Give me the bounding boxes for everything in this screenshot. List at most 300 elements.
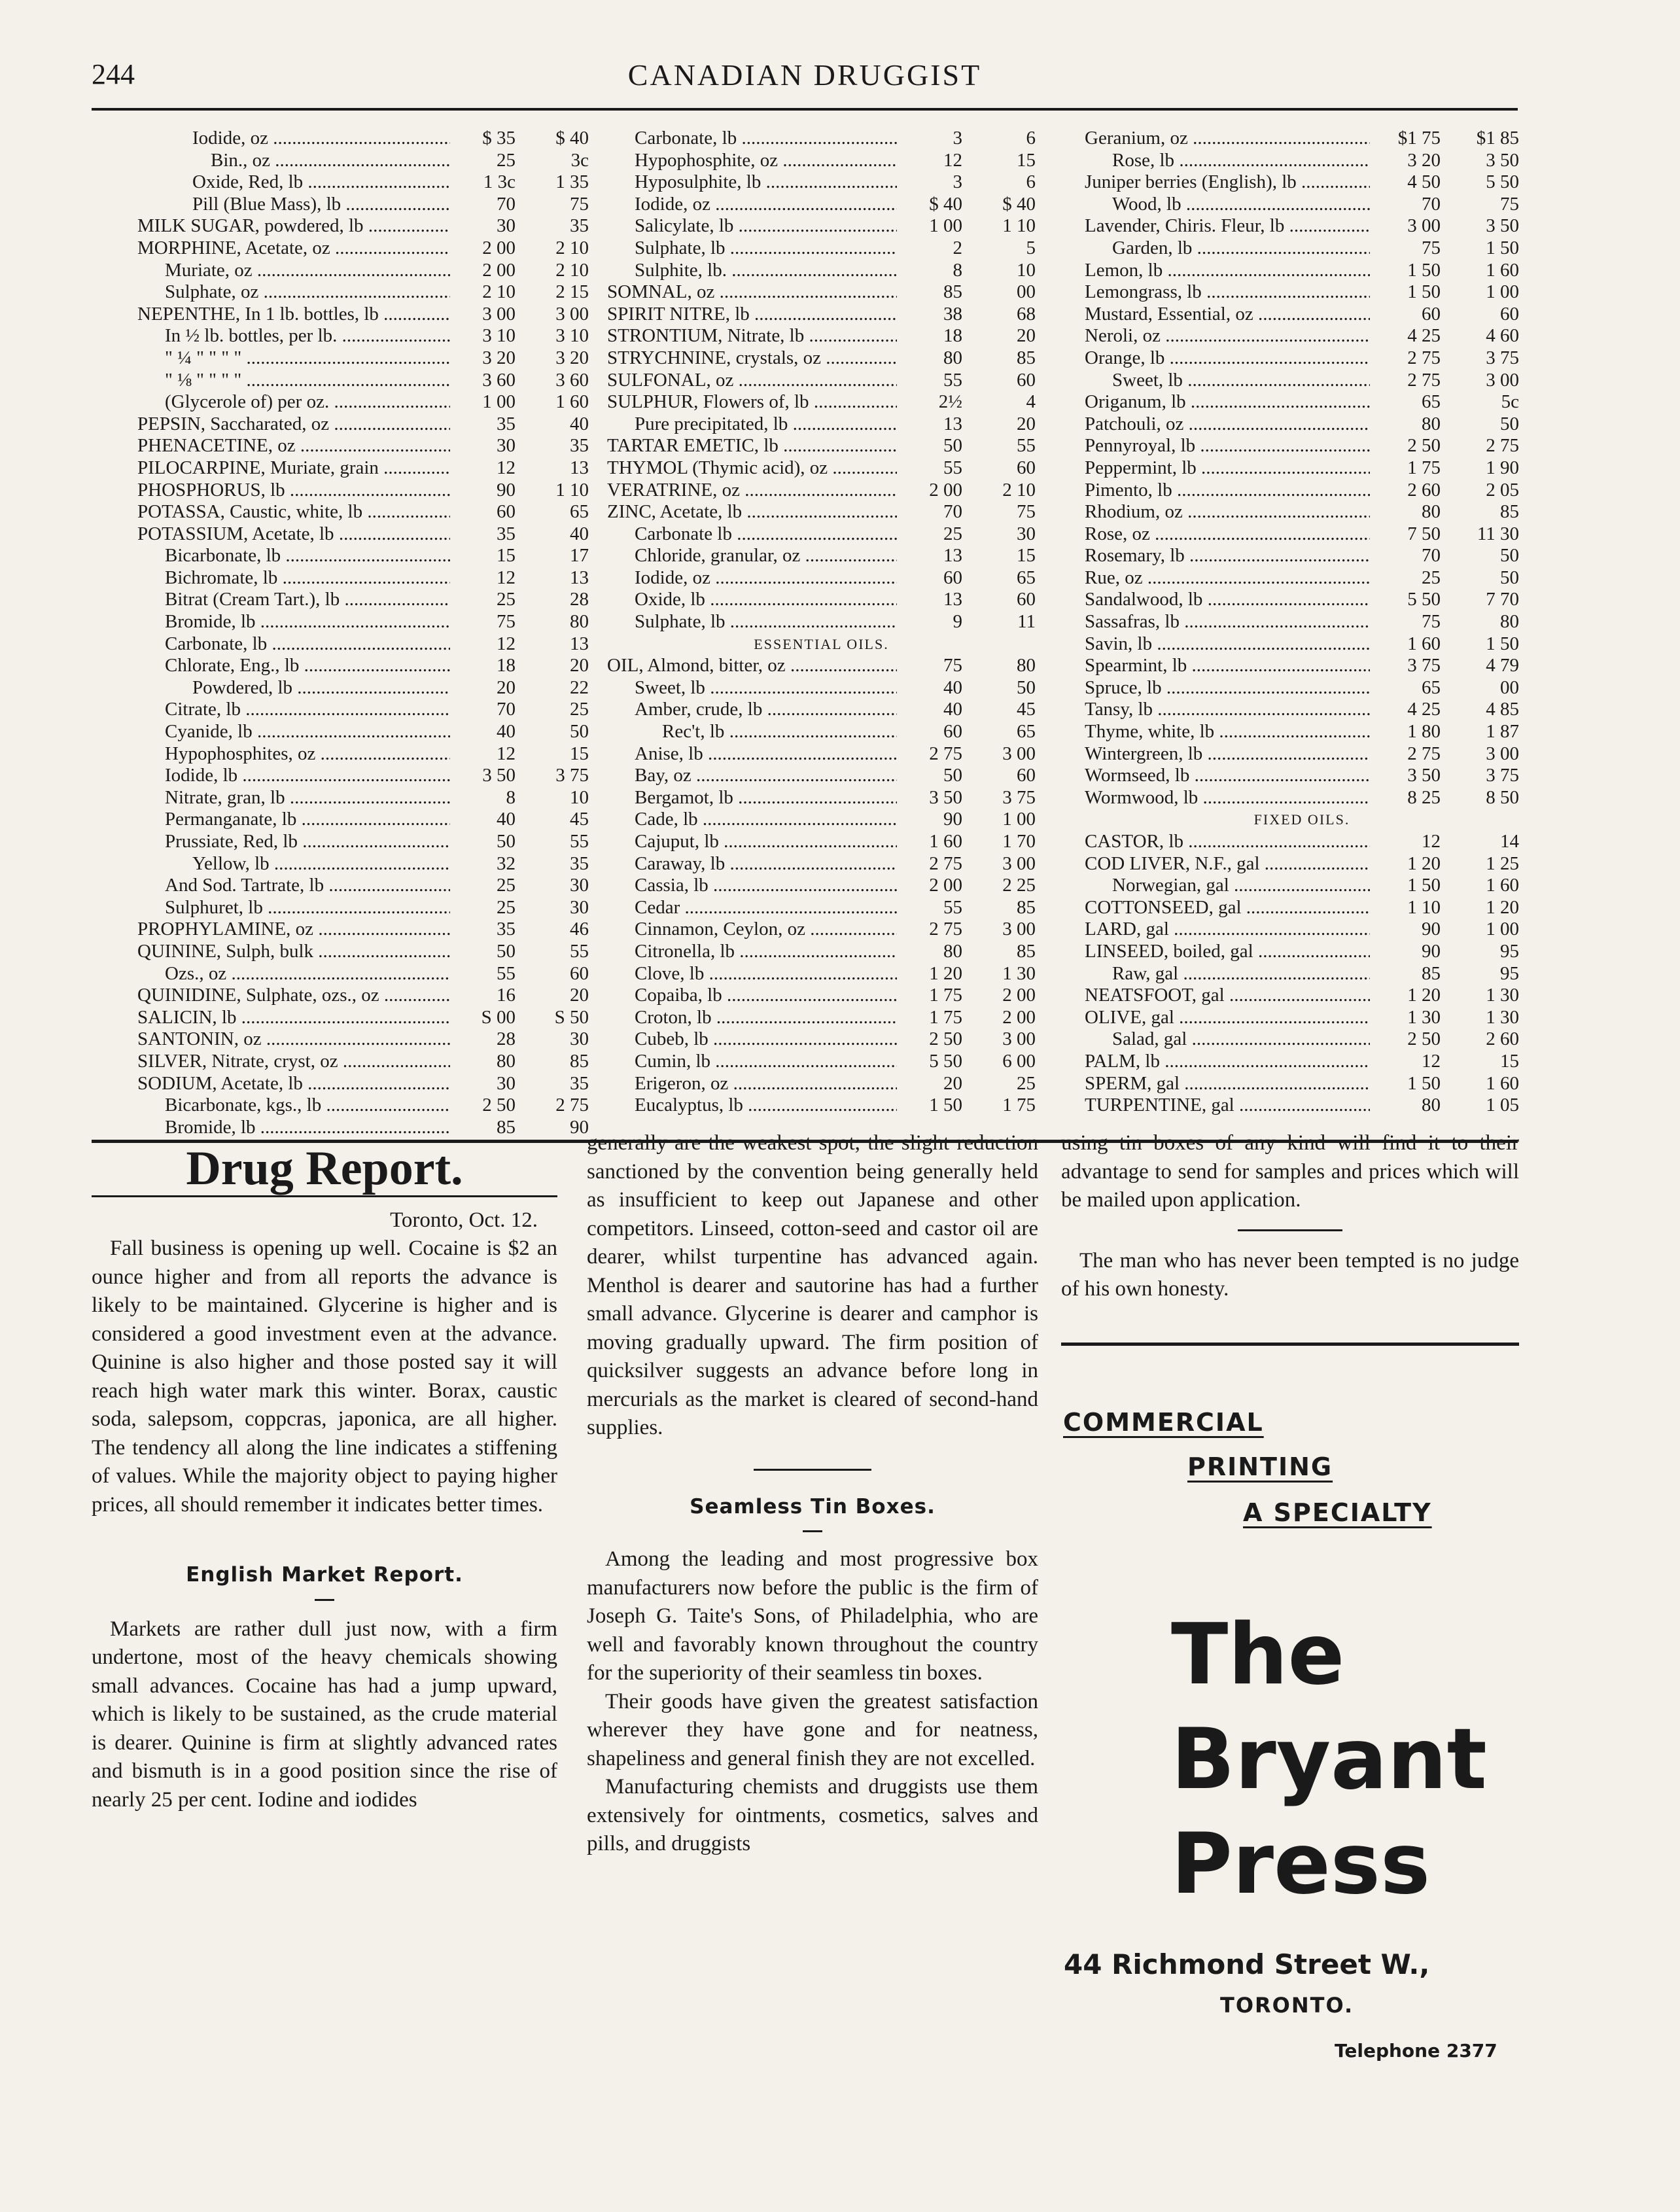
price-row [137, 391, 589, 413]
price-high: 95 [1500, 962, 1519, 984]
price-high: 60 [1017, 457, 1036, 478]
price-low: 1 10 [1407, 896, 1441, 918]
price-row [1085, 215, 1519, 237]
price-low: 30 [497, 215, 516, 237]
item-name: Erigeron, oz ..... [607, 1073, 897, 1095]
price-high: 40 [570, 413, 589, 434]
price-high: 1 00 [1002, 809, 1036, 830]
price-row [607, 721, 1036, 743]
price-high: 22 [570, 676, 589, 698]
price-row [1085, 347, 1519, 370]
price-row [607, 237, 1036, 260]
item-name: CASTOR, lb ..... [1085, 831, 1370, 853]
price-high: 3 10 [555, 325, 589, 347]
item-name: Juniper berries (English), lb ..... [1085, 171, 1370, 194]
price-high: 2 75 [1486, 435, 1519, 457]
price-high: 50 [1500, 567, 1519, 588]
tin-boxes-paragraph: Among the leading and most progressive box manufacturers now before the public is the firm of Joseph G. Taite's Sons, of Philadelphia, who are well and favorably known throughout the country for the superiority of their seamless tin boxes. [587, 1547, 1038, 1685]
item-name: SULPHUR, Flowers of, lb ..... [607, 391, 897, 413]
price-high: 1 60 [1486, 259, 1519, 281]
price-row [137, 260, 589, 282]
price-row [137, 237, 589, 260]
price-high: 7 70 [1486, 589, 1519, 610]
item-name: Garden, lb ..... [1085, 237, 1370, 260]
price-high: 20 [1017, 325, 1036, 347]
price-high: 90 [570, 1116, 589, 1138]
price-low: 2 75 [1407, 369, 1441, 391]
price-high: 95 [1500, 940, 1519, 962]
price-row [1085, 985, 1519, 1007]
price-low: 12 [497, 743, 516, 764]
price-low: 9 [953, 611, 962, 633]
price-high: 15 [1017, 149, 1036, 171]
price-low: 80 [1422, 501, 1441, 523]
price-column-1 [137, 128, 589, 1138]
item-name: Bichromate, lb ..... [137, 567, 450, 589]
price-high: 46 [570, 919, 589, 940]
item-name: " ¼ " " " " ..... [137, 347, 450, 370]
item-name: Neroli, oz ..... [1085, 325, 1370, 347]
price-row [1085, 831, 1519, 853]
price-low: 25 [497, 896, 516, 918]
price-low: 80 [1422, 413, 1441, 434]
item-name: COD LIVER, N.F., gal ..... [1085, 853, 1370, 875]
item-name: QUINIDINE, Sulphate, ozs., oz ..... [137, 985, 450, 1007]
price-high: 35 [570, 215, 589, 237]
dash-rule [803, 1530, 822, 1532]
price-low: 2 00 [929, 479, 962, 500]
item-name: Cyanide, lb ..... [137, 721, 450, 743]
item-name: Iodide, oz ..... [607, 194, 897, 216]
price-row [137, 370, 589, 392]
price-low: 85 [497, 1116, 516, 1138]
price-low: 75 [943, 655, 962, 676]
price-row [137, 721, 589, 743]
price-high: 2 60 [1486, 1028, 1519, 1050]
item-name: Sulphate, oz ..... [137, 281, 450, 304]
price-row [1085, 677, 1519, 699]
price-low: 1 60 [1407, 633, 1441, 654]
price-row [607, 655, 1036, 677]
price-row [607, 545, 1036, 567]
price-low: 55 [943, 457, 962, 478]
price-row [607, 347, 1036, 370]
item-name: Orange, lb ..... [1085, 347, 1370, 370]
price-low: 1 3c [483, 171, 516, 193]
price-low: 32 [497, 852, 516, 874]
english-report-title: English Market Report. [186, 1563, 463, 1587]
divider-rule [754, 1469, 871, 1471]
price-high: 14 [1500, 831, 1519, 852]
price-low: 1 20 [1407, 985, 1441, 1006]
price-low: 8 [953, 259, 962, 281]
price-column-3 [1085, 128, 1519, 1117]
item-name: SOMNAL, oz ..... [607, 281, 897, 304]
item-name: Chlorate, Eng., lb ..... [137, 655, 450, 677]
price-low: 65 [1422, 391, 1441, 413]
price-low: 2 50 [482, 1095, 516, 1116]
item-name: Citrate, lb ..... [137, 699, 450, 721]
price-low: 40 [943, 676, 962, 698]
price-row [1085, 787, 1519, 809]
price-low: 12 [497, 567, 516, 588]
price-row [1085, 237, 1519, 260]
price-low: $1 75 [1397, 128, 1441, 149]
price-low: 3 [953, 171, 962, 193]
price-high: 40 [570, 523, 589, 544]
price-row [1085, 435, 1519, 457]
price-high: 85 [1017, 940, 1036, 962]
item-name: SANTONIN, oz ..... [137, 1028, 450, 1051]
price-high: 20 [570, 655, 589, 676]
item-name: Copaiba, lb ..... [607, 985, 897, 1007]
price-low: 60 [943, 721, 962, 743]
price-low: 1 20 [929, 962, 962, 984]
price-high: 3 00 [555, 303, 589, 325]
item-name: POTASSIUM, Acetate, lb ..... [137, 523, 450, 546]
price-high: 35 [570, 852, 589, 874]
price-row [607, 787, 1036, 809]
price-low: 70 [1422, 545, 1441, 567]
header-rule [92, 108, 1518, 111]
price-low: 80 [497, 1050, 516, 1072]
price-row [607, 567, 1036, 589]
price-low: 1 50 [929, 1095, 962, 1116]
price-high: 1 10 [555, 479, 589, 500]
price-row [607, 260, 1036, 282]
price-row [1085, 545, 1519, 567]
price-high: 1 87 [1486, 721, 1519, 743]
item-name: MORPHINE, Acetate, oz ..... [137, 237, 450, 260]
price-row [1085, 501, 1519, 523]
price-low: $ 35 [482, 128, 516, 149]
price-row [1085, 853, 1519, 875]
item-name: LINSEED, boiled, gal ..... [1085, 941, 1370, 963]
price-row [1085, 1095, 1519, 1117]
price-high: 17 [570, 545, 589, 567]
item-name: Rue, oz ..... [1085, 567, 1370, 589]
item-name: Iodide, oz ..... [607, 567, 897, 589]
price-low: 1 00 [482, 391, 516, 413]
item-name: Hyposulphite, lb ..... [607, 171, 897, 194]
price-high: 2 10 [555, 259, 589, 281]
price-low: 8 [506, 786, 516, 808]
price-row [1085, 941, 1519, 963]
item-name: Peppermint, lb ..... [1085, 457, 1370, 480]
price-low: 3 50 [1407, 765, 1441, 786]
price-row [137, 985, 589, 1007]
price-row [607, 589, 1036, 611]
price-low: 38 [943, 303, 962, 325]
price-row [1085, 260, 1519, 282]
price-high: 2 10 [555, 237, 589, 258]
price-high: 6 [1026, 128, 1036, 149]
price-high: 13 [570, 633, 589, 654]
price-row [607, 765, 1036, 787]
price-low: 35 [497, 413, 516, 434]
page-header [92, 58, 1518, 103]
price-row [607, 1095, 1036, 1117]
item-name: Yellow, lb ..... [137, 853, 450, 875]
price-low: 20 [497, 676, 516, 698]
english-report-paragraph: Markets are rather dull just now, with a firm undertone, most of the heavy chemicals showing small advances. Cocaine has had a jump upward, which is likely to be sustained, as the crude material is dearer. Quinine is firm at slightly advanced rates and bismuth is in a good position since the rise of nearly 25 per cent. Iodine and iodides [92, 1617, 557, 1812]
item-name: Geranium, oz ..... [1085, 128, 1370, 150]
item-name: Lemon, lb ..... [1085, 260, 1370, 282]
item-name: TARTAR EMETIC, lb ..... [607, 435, 897, 457]
price-high: $ 40 [555, 128, 589, 149]
price-high: 3 50 [1486, 149, 1519, 171]
item-name: Oxide, Red, lb ..... [137, 171, 450, 194]
item-name: And Sod. Tartrate, lb ..... [137, 875, 450, 897]
item-name: Prussiate, Red, lb ..... [137, 831, 450, 853]
price-high: 35 [570, 435, 589, 457]
item-name: Patchouli, oz ..... [1085, 413, 1370, 436]
price-low: 4 25 [1407, 325, 1441, 347]
item-name: Cade, lb ..... [607, 809, 897, 831]
price-low: 18 [497, 655, 516, 676]
item-name: Salad, gal ..... [1085, 1028, 1370, 1051]
item-name: PHENACETINE, oz ..... [137, 435, 450, 457]
price-low: 80 [943, 940, 962, 962]
price-low: 30 [497, 1072, 516, 1094]
price-row [607, 370, 1036, 392]
item-name: Raw, gal ..... [1085, 963, 1370, 985]
item-name: Rosemary, lb ..... [1085, 545, 1370, 567]
price-high: 60 [1017, 765, 1036, 786]
price-row [607, 611, 1036, 633]
price-high: 25 [570, 699, 589, 720]
price-low: 70 [497, 193, 516, 215]
price-high: 60 [1017, 369, 1036, 391]
item-name: Bay, oz ..... [607, 765, 897, 787]
price-row [607, 809, 1036, 831]
item-name: Sulphite, lb. ..... [607, 260, 897, 282]
price-low: 28 [497, 1028, 516, 1050]
price-row [137, 633, 589, 656]
price-low: 2 00 [482, 237, 516, 258]
price-row [1085, 699, 1519, 721]
price-high: 1 20 [1486, 896, 1519, 918]
price-row [607, 150, 1036, 172]
right-column [1061, 1129, 1519, 1304]
price-low: 2½ [938, 391, 962, 413]
price-row [137, 831, 589, 853]
item-name: LARD, gal ..... [1085, 919, 1370, 941]
tin-boxes-title: Seamless Tin Boxes. [690, 1494, 936, 1519]
price-row [607, 919, 1036, 941]
price-low: 55 [943, 896, 962, 918]
item-name: Cumin, lb ..... [607, 1051, 897, 1073]
price-row [607, 1051, 1036, 1073]
price-low: 25 [1422, 567, 1441, 588]
item-name: (Glycerole of) per oz. ..... [137, 391, 450, 413]
price-low: 2 [953, 237, 962, 258]
price-low: 50 [943, 765, 962, 786]
price-row [607, 480, 1036, 502]
price-high: 50 [1017, 676, 1036, 698]
price-low: 12 [943, 149, 962, 171]
price-row [607, 304, 1036, 326]
price-low: 5 50 [929, 1050, 962, 1072]
price-high: 85 [1500, 501, 1519, 523]
price-row [607, 281, 1036, 304]
price-high: 2 00 [1002, 1006, 1036, 1028]
drug-report-paragraph: Fall business is opening up well. Cocaine is $2 an ounce higher and from all reports the advance is likely to be maintained. Glycerine is higher and is considered a good investment even at the advance. Quinine is also higher and those posted say it will reach high water mark this winter. Borax, caustic soda, salepsom, coppcras, japonica, are all higher. The tendency all along the line indicates a stiffening of values. While the majority object to paying higher prices, all should remember it indicates better times. [92, 1237, 557, 1517]
item-name: Chloride, granular, oz ..... [607, 545, 897, 567]
item-name: Nitrate, gran, lb ..... [137, 787, 450, 809]
item-name: SPIRIT NITRE, lb ..... [607, 304, 897, 326]
price-row [607, 215, 1036, 237]
price-low: 35 [497, 523, 516, 544]
price-high: 1 30 [1486, 985, 1519, 1006]
price-row [137, 435, 589, 457]
item-name: STRONTIUM, Nitrate, lb ..... [607, 325, 897, 347]
price-low: 2 50 [1407, 435, 1441, 457]
price-row [1085, 391, 1519, 413]
price-row [607, 128, 1036, 150]
price-high: 3 60 [555, 369, 589, 391]
item-name: Amber, crude, lb ..... [607, 699, 897, 721]
price-low: 1 50 [1407, 281, 1441, 303]
item-name: Bergamot, lb ..... [607, 787, 897, 809]
price-high: 3 75 [1486, 347, 1519, 368]
price-high: 6 00 [1002, 1050, 1036, 1072]
item-name: Iodide, lb ..... [137, 765, 450, 787]
price-low: 12 [1422, 1050, 1441, 1072]
price-high: 60 [1500, 303, 1519, 325]
ad-line-specialty: A SPECIALTY [1243, 1498, 1432, 1527]
price-low: $ 40 [929, 193, 962, 215]
price-low: 40 [943, 699, 962, 720]
item-name: Anise, lb ..... [607, 743, 897, 765]
price-high: 5c [1501, 391, 1519, 413]
item-name: Iodide, oz ..... [137, 128, 450, 150]
price-low: 15 [497, 545, 516, 567]
dateline: Toronto, Oct. 12. [390, 1208, 538, 1232]
price-low: 2 50 [929, 1028, 962, 1050]
price-high: 3c [570, 149, 589, 171]
price-high: 3 75 [555, 765, 589, 786]
item-name: SILVER, Nitrate, cryst, oz ..... [137, 1051, 450, 1073]
divider-rule [1238, 1229, 1342, 1231]
price-high: 1 60 [555, 391, 589, 413]
price-high: 50 [570, 721, 589, 743]
price-row [607, 501, 1036, 523]
price-row [1085, 413, 1519, 436]
price-low: 55 [943, 369, 962, 391]
item-name: Savin, lb ..... [1085, 633, 1370, 656]
price-high: 1 30 [1002, 962, 1036, 984]
item-name: SPERM, gal ..... [1085, 1073, 1370, 1095]
item-name: Pennyroyal, lb ..... [1085, 435, 1370, 457]
price-row [137, 1095, 589, 1117]
price-row [137, 150, 589, 172]
item-name: Ozs., oz ..... [137, 963, 450, 985]
price-row [607, 1028, 1036, 1051]
price-row [1085, 523, 1519, 546]
price-high: 2 10 [1002, 479, 1036, 500]
price-high: 80 [1500, 611, 1519, 633]
item-name: Hypophosphites, oz ..... [137, 743, 450, 765]
item-name: Spearmint, lb ..... [1085, 655, 1370, 677]
price-high: 1 50 [1486, 237, 1519, 258]
price-row [137, 1007, 589, 1029]
price-high: 4 [1026, 391, 1036, 413]
price-high: 55 [1017, 435, 1036, 457]
price-row [607, 743, 1036, 765]
price-high: 13 [570, 457, 589, 478]
price-low: 3 20 [1407, 149, 1441, 171]
price-low: 16 [497, 985, 516, 1006]
item-name: SALICIN, lb ..... [137, 1007, 450, 1029]
price-row [137, 1051, 589, 1073]
price-low: 2 75 [929, 743, 962, 764]
section-heading [607, 633, 1036, 656]
item-name: Wintergreen, lb ..... [1085, 743, 1370, 765]
price-high: 3 00 [1002, 919, 1036, 940]
price-row [137, 809, 589, 831]
price-low: 25 [497, 149, 516, 171]
item-name: Sassafras, lb ..... [1085, 611, 1370, 633]
price-row [607, 171, 1036, 194]
item-name: PHOSPHORUS, lb ..... [137, 480, 450, 502]
price-row [607, 391, 1036, 413]
price-low: 1 00 [929, 215, 962, 237]
price-high: 80 [570, 611, 589, 633]
price-row [607, 699, 1036, 721]
item-name: Rose, lb ..... [1085, 150, 1370, 172]
item-name: Wormwood, lb ..... [1085, 787, 1370, 809]
item-name: POTASSA, Caustic, white, lb ..... [137, 501, 450, 523]
price-row [137, 480, 589, 502]
price-low: 4 25 [1407, 699, 1441, 720]
item-name: QUININE, Sulph, bulk ..... [137, 941, 450, 963]
item-name: " ⅛ " " " " ..... [137, 370, 450, 392]
price-high: 85 [1017, 896, 1036, 918]
price-row [137, 853, 589, 875]
price-low: 1 75 [929, 1006, 962, 1028]
price-low: 4 50 [1407, 171, 1441, 193]
price-high: 1 00 [1486, 281, 1519, 303]
price-low: 3 00 [482, 303, 516, 325]
price-row [137, 765, 589, 787]
price-row [137, 1028, 589, 1051]
drug-report-title: Drug Report. [186, 1142, 463, 1195]
price-low: 1 60 [929, 831, 962, 852]
item-name: Cinnamon, Ceylon, oz ..... [607, 919, 897, 941]
price-row [137, 611, 589, 633]
item-name: Permanganate, lb ..... [137, 809, 450, 831]
price-low: 12 [497, 633, 516, 654]
price-row [607, 1007, 1036, 1029]
price-high: S 50 [554, 1006, 589, 1028]
price-low: 70 [497, 699, 516, 720]
ad-address: 44 Richmond Street W., [1064, 1948, 1430, 1980]
price-low: 3 50 [929, 786, 962, 808]
price-high: $1 85 [1476, 128, 1519, 149]
item-name: Carbonate, lb ..... [137, 633, 450, 656]
price-row [607, 194, 1036, 216]
price-low: 2 75 [1407, 347, 1441, 368]
price-row [1085, 897, 1519, 919]
price-high: 30 [570, 875, 589, 896]
ad-line-printing: PRINTING [1187, 1452, 1333, 1481]
price-high: 8 50 [1486, 786, 1519, 808]
price-row [1085, 128, 1519, 150]
price-high: 3 20 [555, 347, 589, 368]
item-name: OIL, Almond, bitter, oz ..... [607, 655, 897, 677]
price-high: 15 [1500, 1050, 1519, 1072]
